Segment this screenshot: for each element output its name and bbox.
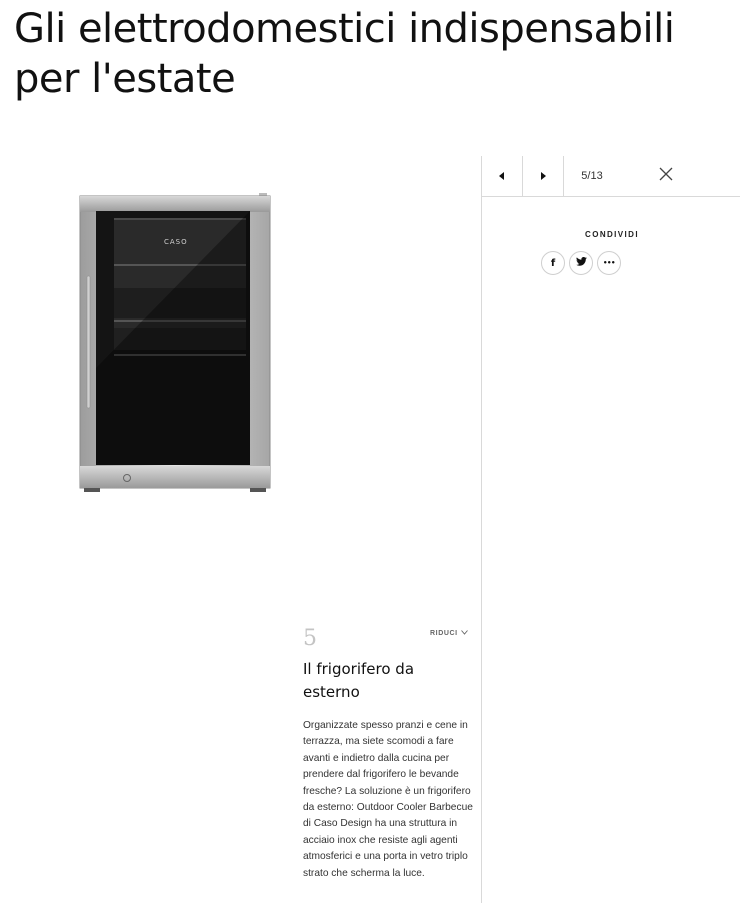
facebook-share-button[interactable] [541, 251, 565, 275]
previous-slide-button[interactable] [482, 156, 523, 196]
slide-number: 5 [303, 626, 317, 651]
slide-counter: 5/13 [581, 170, 603, 182]
gallery-divider [481, 156, 482, 903]
article-title: Gli elettrodomestici indispensabili per l'estate [14, 6, 675, 102]
close-button[interactable] [652, 162, 680, 190]
collapse-caption-button[interactable] [430, 630, 468, 637]
share-label: CONDIVIDI [585, 230, 639, 239]
next-slide-button[interactable] [523, 156, 564, 196]
twitter-share-button[interactable] [569, 251, 593, 275]
facebook-icon: f [550, 257, 556, 269]
fridge-image [74, 188, 274, 493]
twitter-icon [576, 257, 587, 269]
slide-heading: Il frigorifero da esterno [303, 660, 415, 701]
more-icon: ••• [603, 259, 615, 267]
share-buttons [541, 251, 621, 275]
collapse-label: RIDUCI [430, 630, 458, 637]
close-icon [659, 167, 673, 186]
toolbar-divider [482, 196, 740, 197]
caret-left-icon [498, 167, 506, 185]
more-share-button[interactable] [597, 251, 621, 275]
slide-description: Organizzate spesso pranzi e cene in terrazza, ma siete scomodi a fare avanti e indietro dalla cucina per prendere dal frigorifero le bevande fresche? La soluzione è un frigorifero da esterno: Outdoor Cooler Barbecue di Caso Design ha una struttura in acciaio inox che resiste agli agenti atmosferici e una porta in vetro triplo strato che scherma la luce. [303, 720, 473, 879]
caret-right-icon [539, 167, 547, 185]
chevron-down-icon [461, 630, 468, 637]
brand-logo: CASO [164, 238, 188, 246]
